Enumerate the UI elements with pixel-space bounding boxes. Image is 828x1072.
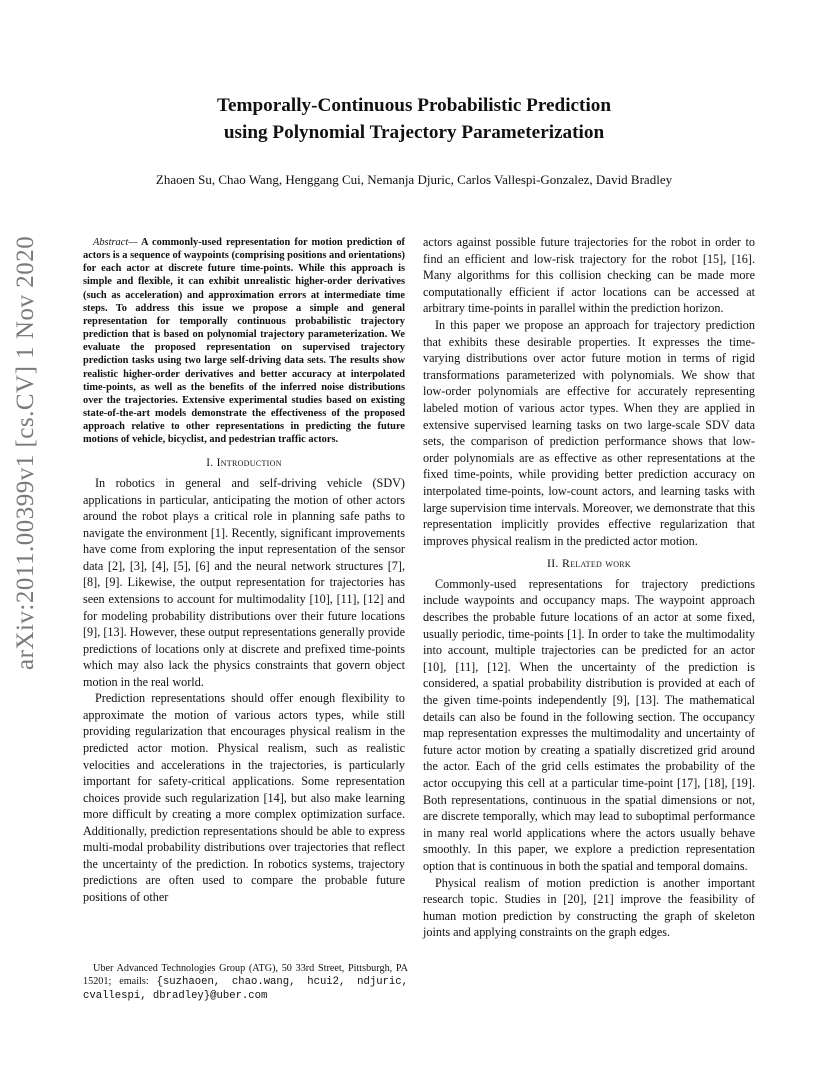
section-number: I. <box>206 456 217 469</box>
related-paragraph-2: Physical realism of motion prediction is another important research topic. Studies in [20], [21] improve the feasibility of human motion prediction by constructing the graph of skeleton joints and applying constraints on the graph edges. <box>423 875 755 940</box>
section-title: Related work <box>561 556 632 571</box>
intro-paragraph-2: Prediction representations should offer enough flexibility to approximate the motion of various actors types, while still providing regularization that encourages physical realism in the predicted actor motion. Physical realism, such as realistic velocities and accelerations in the trajectories, is particularly important for safety-critical applications. Some representation choices provide such regularization [14], but also make learning more difficult by creating a more complex optimization surface. Additionally, prediction representations should be able to express multi-modal probability distributions over trajectories that reflect the uncertainty of the prediction. In robotics systems, trajectory predictions are often used to compare the probable future positions of other <box>83 691 405 904</box>
title-line-2: using Polynomial Trajectory Parameterization <box>223 122 605 143</box>
left-column <box>83 236 405 905</box>
section-title: Introduction <box>216 456 282 469</box>
arxiv-identifier-stamp: arXiv:2011.00399v1 [cs.CV] 1 Nov 2020 <box>12 235 39 670</box>
abstract-label: Abstract— <box>93 237 138 248</box>
title-line-1: Temporally-Continuous Probabilistic Prediction <box>216 95 612 116</box>
related-paragraph-1: Commonly-used representations for trajectory predictions include waypoints and occupancy maps. The waypoint approach describes the probable future locations of an actor at some fixed, usually periodic, time-points [1]. In order to take the multimodality into account, multiple trajectories can be predicted for an actor [10], [11], [12]. When the uncertainty of the prediction is considered, a spatial probability distribution is provided at each of the given time-points independently [9], [13]. The mathematical details can also be found in the following section. The occupancy map representation expresses the multimodality and uncertainty of future actor motion by creating a spatially discretized grid around the actor. Each of the grid cells estimates the probability of the actor occupying this cell at a particular time-point [17], [18], [19]. Both representations, continuous in the spatial dimensions or not, are discrete temporally, which may lead to suboptimal performance in many real world applications where the actors usually behave smoothly. In this paper, we explore a prediction representation option that is continuous in both the spatial and temporal domains. <box>423 576 755 873</box>
abstract <box>83 236 405 447</box>
author-list: Zhaoen Su, Chao Wang, Henggang Cui, Nemanja Djuric, Carlos Vallespi-Gonzalez, David Bradley <box>155 172 673 187</box>
footnote-text: Uber Advanced Technologies Group (ATG), 50 33rd Street, Pittsburgh, PA 15201; emails: <box>83 963 408 987</box>
intro-paragraph-3: In this paper we propose an approach for trajectory prediction that exhibits these desirable properties. It expresses the time-varying distributions over actor future motion in terms of rigid transformations parameterized with polynomials. We show that low-order polynomials are effective for accurately representing labeled motion of various actor types. When they are applied in extensive supervised learning tasks on two large-scale SDV data sets, the comparison of prediction performance shows that low-order polynomials are as effective as other representations at the fixed time-points, while providing better prediction accuracy on interpolated time-points, low-count actors, and learning tasks with large supervision time intervals. Moreover, we demonstrate that this representation implicitly provides effective regularization that improves physical realism in the predicted actor motion. <box>423 317 755 548</box>
paper-title <box>80 92 748 146</box>
section-heading-introduction <box>83 455 405 472</box>
footnote-emails: {suzhaoen, chao.wang, hcui2, ndjuric, cvallespi, dbradley}@uber.com <box>83 976 408 1002</box>
intro-continued-paragraph: actors against possible future trajectories for the robot in order to find an efficient and low-risk trajectory for the robot [15], [16]. Many algorithms for this collision checking can be made more computationally efficient if actor locations can be accessed at arbitrary time-points in parallel within the prediction horizon. <box>423 235 755 316</box>
affiliation-footnote <box>83 962 408 1003</box>
abstract-body: A commonly-used representation for motion prediction of actors is a sequence of waypoints (comprising positions and orientations) for each actor at discrete future time-points. While this approach is simple and flexible, it can exhibit unrealistic higher-order derivatives (such as acceleration) and approximation errors at intermediate time steps. To address this issue we propose a simple and general representation for temporally continuous probabilistic trajectory prediction that is based on polynomial trajectory parameterization. We evaluate the proposed representation on supervised trajectory prediction tasks using two large self-driving data sets. The results show realistic higher-order derivatives and better accuracy at interpolated time-points, as well as the benefits of the inferred noise distributions over the trajectories. Extensive experimental studies based on existing state-of-the-art models demonstrate the effectiveness of the proposed approach relative to other representations in predicting the future motions of vehicle, bicyclist, and pedestrian traffic actors. <box>83 237 405 446</box>
section-number: II. <box>546 556 562 571</box>
right-column <box>423 234 755 941</box>
intro-paragraph-1: In robotics in general and self-driving vehicle (SDV) applications in particular, anticipating the motion of other actors around the robot plays a critical role in planning safe paths to navigate the environment [1]. Recently, significant improvements have come from exploring the input representation of the sensor data [2], [3], [4], [5], [6] and the neural network structures [7], [8], [9]. Likewise, the output representation for trajectories has seen extensions to account for multimodality [10], [11], [12] and for modeling probability distributions over their future locations [9], [13]. However, these output representations generally provide predictions of locations only at discrete and prefixed time-points which may also lack the physics constraints that govern object motion in the real world. <box>83 476 405 689</box>
section-heading-related-work <box>423 555 755 572</box>
